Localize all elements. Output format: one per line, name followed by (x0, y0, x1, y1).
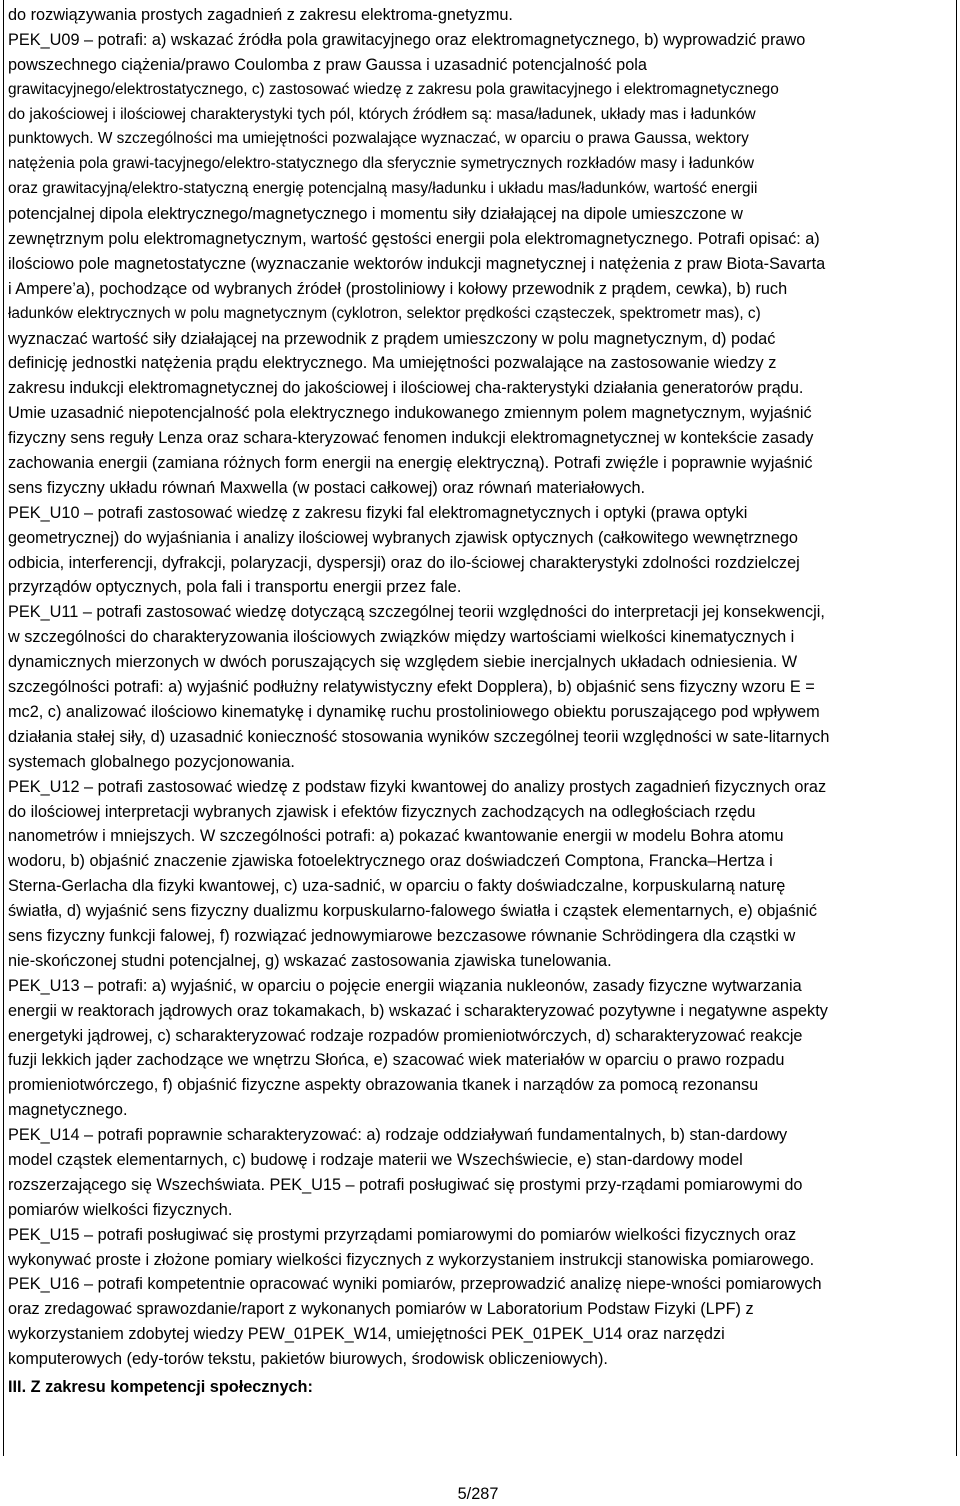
text-line: komputerowych (edy-torów tekstu, pakietów biurowych, środowisk obliczeniowych). (8, 1350, 608, 1369)
text-line: PEK_U16 – potrafi kompetentnie opracować wyniki pomiarów, przeprowadzić analizę niepe-wności pomiarowych (8, 1275, 822, 1294)
text-line: do rozwiązywania prostych zagadnień z zakresu elektroma-gnetyzmu. (8, 6, 513, 24)
text-line: definicję jednostki natężenia prądu elektrycznego. Ma umiejętności pozwalające na zastosowanie wiedzy z (8, 354, 777, 373)
text-line: pomiarów wielkości fizycznych. (8, 1200, 233, 1219)
text-line: światła, d) wyjaśnić sens fizyczny dualizmu korpuskularno-falowego światła i cząstek elementarnych, e) objaśnić (8, 902, 817, 921)
text-line: zewnętrznym polu elektromagnetycznym, wartość gęstości energii pola elektromagnetycznego. Potrafi opisać: a) (8, 230, 820, 249)
text-line: szczególności potrafi: a) wyjaśnić podłużny relatywistyczny efekt Dopplera), b) objaśnić sens fizyczny wzoru E = (8, 678, 815, 697)
text-line: wykonywać proste i złożone pomiary wielkości fizycznych z wykorzystaniem instrukcji stanowiska pomiarowego. (8, 1250, 815, 1269)
text-line: do jakościowej i ilościowej charakterystyki tych pól, których źródłem są: masa/ładunek, układy mas i ładunków (8, 105, 756, 123)
section-heading: III. Z zakresu kompetencji społecznych: (8, 1378, 313, 1396)
text-line: wykorzystaniem zdobytej wiedzy PEW_01PEK_W14, umiejętności PEK_01PEK_U14 oraz narzędzi (8, 1325, 725, 1344)
text-line: natężenia pola grawi-tacyjnego/elektro-statycznego dla sferycznie symetrycznych rozkładów masy i ładunków (8, 155, 754, 173)
text-line: PEK_U14 – potrafi poprawnie scharakteryzować: a) rodzaje oddziaływań fundamentalnych, b) stan-dardowy (8, 1126, 788, 1145)
text-line: zachowania energii (zamiana różnych form energii na energię elektryczną). Potrafi zwięźle i poprawnie wyjaśnić (8, 454, 813, 473)
text-line: odbicia, interferencji, dyfrakcji, polaryzacji, dyspersji) oraz do ilo-ściowej charakterystyki zdolności rozdzielczej (8, 553, 800, 572)
text-line: grawitacyjnego/elektrostatycznego, c) zastosować wiedzę z zakresu pola grawitacyjnego i elektromagnetycznego (8, 80, 779, 98)
text-line: rozszerzającego się Wszechświata. PEK_U15 – potrafi posługiwać się prostymi przy-rządami pomiarowymi do (8, 1175, 803, 1194)
text-line: nanometrów i mniejszych. W szczególności potrafi: a) pokazać kwantowanie energii w modelu Bohra atomu (8, 827, 784, 846)
text-line: Sterna-Gerlacha dla fizyki kwantowej, c) uza-sadnić, w oparciu o fakty doświadczalne, korpuskularną naturę (8, 877, 786, 896)
text-line: wodoru, b) objaśnić znaczenie zjawiska fotoelektrycznego oraz doświadczeń Comptona, Francka–Hertza i (8, 852, 773, 871)
table-border-right (956, 0, 957, 1456)
table-border-left (3, 0, 4, 1456)
text-line: dynamicznych mierzonych w dwóch poruszających się względem siebie inercjalnych układach odniesienia. W (8, 653, 798, 672)
text-line: systemach globalnego pozycjonowania. (8, 752, 295, 771)
text-line: do ilościowej interpretacji wybranych zjawisk i efektów fizycznych zachodzących na odległościach rzędu (8, 802, 756, 821)
text-line: ilościowo pole magnetostatyczne (wyznaczanie wektorów indukcji magnetycznej i natężenia z praw Biota-Savarta (8, 254, 826, 273)
text-line: PEK_U12 – potrafi zastosować wiedzę z podstaw fizyki kwantowej do analizy prostych zagadnień fizycznych oraz (8, 777, 827, 796)
text-line: potencjalnej dipola elektrycznego/magnetycznego i momentu siły działającej na dipole umieszczone w (8, 205, 743, 224)
text-line: i Ampere’a), pochodzące od wybranych źródeł (prostoliniowy i kołowy przewodnik z prądem, cewka), b) ruch (8, 279, 788, 298)
text-line: Umie uzasadnić niepotencjalność pola elektrycznego indukowanego zmiennym polem magnetycznym, wyjaśnić (8, 404, 812, 423)
text-line: wyznaczać wartość siły działającej na przewodnik z prądem umieszczony w polu magnetycznym, d) podać (8, 329, 776, 348)
page-footer (0, 1485, 960, 1504)
text-line: PEK_U13 – potrafi: a) wyjaśnić, w oparciu o pojęcie energii wiązania nukleonów, zasady fizyczne wytwarzania (8, 976, 802, 995)
text-line: sens fizyczny funkcji falowej, f) rozwiązać jednowymiarowe bezczasowe równanie Schrödingera dla cząstki w (8, 926, 796, 945)
text-line: fizyczny sens reguły Lenza oraz schara-kteryzować fenomen indukcji elektromagnetycznej w kontekście zasady (8, 429, 814, 448)
text-line: mc2, c) analizować ilościowo kinematykę i dynamikę ruchu prostoliniowego obiektu poruszającego pod wpływem (8, 702, 820, 721)
text-line: model cząstek elementarnych, c) budowę i rodzaje materii we Wszechświecie, e) stan-dardowy model (8, 1150, 743, 1169)
text-line: PEK_U15 – potrafi posługiwać się prostymi przyrządami pomiarowymi do pomiarów wielkości fizycznych oraz (8, 1225, 797, 1244)
text-line: promieniotwórczego, f) objaśnić fizyczne aspekty obrazowania tkanek i narządów za pomocą rezonansu (8, 1076, 759, 1095)
text-line: geometrycznej) do wyjaśniania i analizy ilościowej wybranych zjawisk optycznych (całkowitego wewnętrznego (8, 528, 798, 547)
text-line: energii w reaktorach jądrowych oraz tokamakach, b) wskazać i scharakteryzować pozytywne i negatywne aspekty (8, 1001, 828, 1020)
text-line: oraz grawitacyjną/elektro-statyczną energię potencjalną masy/ładunku i układu mas/ładunków, wartość energii (8, 180, 758, 198)
text-line: fuzji lekkich jąder zachodzące we wnętrzu Słońca, e) szacować wiek materiałów w oparciu o prawo rozpadu (8, 1051, 785, 1070)
text-line: przyrządów optycznych, pola fali i transportu energii przez fale. (8, 578, 462, 597)
text-line: sens fizyczny układu równań Maxwella (w postaci całkowej) oraz równań materiałowych. (8, 478, 646, 497)
text-line: punktowych. W szczególności ma umiejętności pozwalające wyznaczać, w oparciu o prawa Gaussa, wektory (8, 130, 749, 148)
text-line: PEK_U10 – potrafi zastosować wiedzę z zakresu fizyki fal elektromagnetycznych i optyki (prawa optyki (8, 503, 748, 522)
text-line: magnetycznego. (8, 1101, 128, 1120)
document-body (8, 3, 952, 1372)
text-line: w szczególności do charakteryzowania ilościowych związków między wartościami wielkości kinematycznych i (8, 628, 795, 647)
text-line: działania stałej siły, d) uzasadnić konieczność stosowania wyników szczególnej teorii względności w sate-litarnych (8, 727, 830, 746)
text-line: powszechnego ciążenia/prawo Coulomba z praw Gaussa i uzasadnić potencjalność pola (8, 55, 647, 74)
text-line: zakresu indukcji elektromagnetycznej do jakościowej i ilościowej cha-rakterystyki działania generatorów prądu. (8, 379, 804, 398)
text-line: oraz zredagować sprawozdanie/raport z wykonanych pomiarów w Laboratorium Podstaw Fizyki (LPF) z (8, 1300, 754, 1319)
text-line: nie-skończonej studni potencjalnej, g) wskazać zastosowania zjawiska tunelowania. (8, 951, 612, 970)
text-line: PEK_U11 – potrafi zastosować wiedzę dotyczącą szczególnej teorii względności do interpretacji jej konsekwencji, (8, 603, 825, 622)
text-line: energetyki jądrowej, c) scharakteryzować rodzaje rozpadów promieniotwórczych, d) scharakteryzować reakcje (8, 1026, 803, 1045)
page-number: 5/287 (457, 1485, 499, 1503)
text-line: ładunków elektrycznych w polu magnetycznym (cyklotron, selektor prędkości cząsteczek, spektrometr mas), c) (8, 304, 761, 322)
text-line: PEK_U09 – potrafi: a) wskazać źródła pola grawitacyjnego oraz elektromagnetycznego, b) wyprowadzić prawo (8, 30, 806, 49)
